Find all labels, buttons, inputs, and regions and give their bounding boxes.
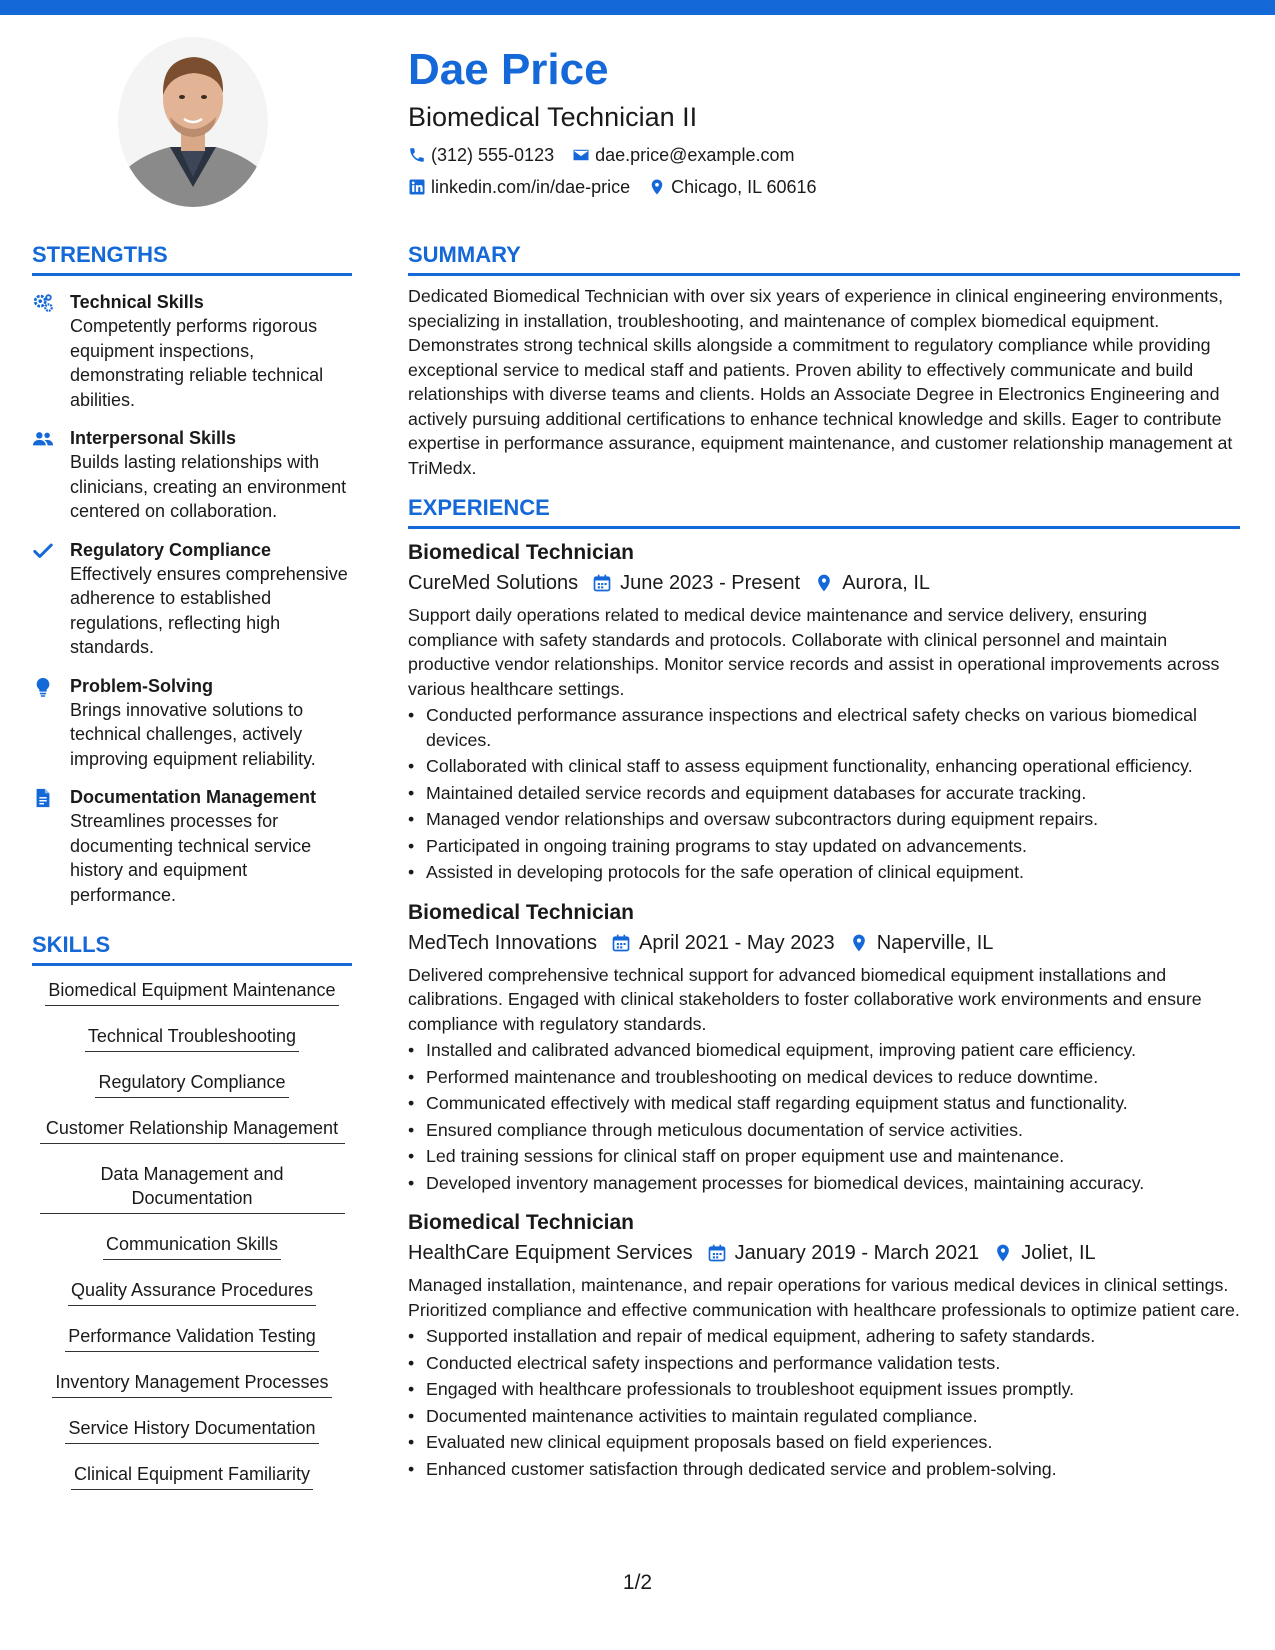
skill-tag: Performance Validation Testing — [65, 1324, 318, 1352]
skill-tag: Clinical Equipment Familiarity — [71, 1462, 313, 1490]
job-bullet: • Documented maintenance activities to maintain regulated compliance. — [408, 1404, 1240, 1429]
job-bullet: • Collaborated with clinical staff to assess equipment functionality, enhancing operational efficiency. — [408, 754, 1240, 779]
job-bullet: • Engaged with healthcare professionals to troubleshoot equipment issues promptly. — [408, 1377, 1240, 1402]
phone-text: (312) 555-0123 — [431, 145, 555, 165]
job-description: Delivered comprehensive technical support for advanced biomedical equipment installations and calibrations. Engaged with clinical stakeholders to foster collaborative work environments and ensure compliance with regulatory standards. — [408, 964, 1202, 1034]
job-dates-text: April 2021 - May 2023 — [639, 931, 835, 954]
job-dates — [707, 1239, 980, 1267]
candidate-title: Biomedical Technician II — [408, 102, 698, 132]
strength-title: Documentation Management — [70, 787, 317, 807]
job-entry — [408, 539, 1240, 885]
job-bullet: • Maintained detailed service records and equipment databases for accurate tracking. — [408, 781, 1240, 806]
map-pin-icon — [849, 933, 869, 953]
gears-icon — [32, 292, 54, 314]
strength-item — [32, 674, 352, 772]
right-column — [408, 241, 1240, 1483]
job-bullet: • Enhanced customer satisfaction through dedicated service and problem-solving. — [408, 1457, 1240, 1482]
strength-description: Brings innovative solutions to technical challenges, actively improving equipment reliability. — [70, 699, 316, 769]
strength-title: Interpersonal Skills — [70, 428, 237, 448]
map-pin-icon — [993, 1243, 1013, 1263]
strength-item — [32, 538, 352, 660]
job-bullet: • Conducted electrical safety inspections and performance validation tests. — [408, 1351, 1240, 1376]
job-bullet: • Supported installation and repair of medical equipment, adhering to safety standards. — [408, 1324, 1240, 1349]
job-title: Biomedical Technician — [408, 541, 635, 564]
contact-row-1 — [408, 143, 1238, 167]
strength-item — [32, 426, 352, 524]
calendar-icon — [592, 573, 612, 593]
phone-contact — [408, 143, 554, 167]
job-bullet: • Ensured compliance through meticulous documentation of service activities. — [408, 1118, 1240, 1143]
job-location — [993, 1239, 1095, 1267]
skill-tag: Technical Troubleshooting — [85, 1024, 299, 1052]
portrait-icon — [118, 37, 268, 207]
job-location-text: Aurora, IL — [842, 572, 931, 594]
job-bullet: • Participated in ongoing training programs to stay updated on advancements. — [408, 834, 1240, 859]
skill-tag: Data Management and Documentation — [40, 1162, 345, 1214]
skill-tag: Regulatory Compliance — [95, 1070, 288, 1098]
job-bullet: • Installed and calibrated advanced biomedical equipment, improving patient care efficiency. — [408, 1038, 1240, 1063]
job-location — [849, 929, 994, 957]
job-bullet: • Assisted in developing protocols for the safe operation of clinical equipment. — [408, 860, 1240, 885]
phone-icon — [408, 146, 426, 164]
job-dates-text: June 2023 - Present — [620, 572, 801, 594]
summary-text: Dedicated Biomedical Technician with over six years of experience in clinical engineering environments, specializing in installation, troubleshooting, and maintenance of complex biomedical equipment. Demonstrates strong technical skills alongside a commitment to regulatory compliance while providing exceptional service to medical staff and patients. Proven ability to effectively communicate and build relationships with diverse teams and clients. Holds an Associate Degree in Electronics Engineering and actively pursuing additional certifications to enhance technical knowledge and skills. Eager to contribute expertise in performance assurance, equipment maintenance, and customer relationship management at TriMedx. — [408, 286, 1233, 478]
skill-tag: Service History Documentation — [65, 1416, 318, 1444]
linkedin-contact[interactable] — [408, 175, 630, 199]
calendar-icon — [707, 1243, 727, 1263]
job-dates — [611, 929, 835, 957]
page-number: 1/2 — [622, 1571, 653, 1594]
envelope-icon — [572, 146, 590, 164]
skill-tag: Customer Relationship Management — [40, 1116, 345, 1144]
job-entry — [408, 899, 1240, 1196]
email-contact[interactable] — [572, 143, 794, 167]
linkedin-text[interactable]: linkedin.com/in/dae-price — [431, 177, 631, 197]
calendar-icon — [611, 933, 631, 953]
job-bullet: • Led training sessions for clinical staff on proper equipment use and maintenance. — [408, 1144, 1240, 1169]
email-text[interactable]: dae.price@example.com — [595, 145, 795, 165]
skill-tag: Quality Assurance Procedures — [68, 1278, 316, 1306]
job-meta — [408, 1239, 1240, 1267]
strength-item — [32, 785, 352, 907]
strength-title: Regulatory Compliance — [70, 539, 272, 560]
lightbulb-icon — [32, 676, 54, 698]
skill-tag: Communication Skills — [103, 1232, 281, 1260]
job-description: Support daily operations related to medical device maintenance and service delivery, ensuring compliance with safety standards and protocols. Collaborate with clinical personnel and maintain productive vendor relationships. Monitor service records and assist in operational improvements across various healthcare settings. — [408, 605, 1220, 699]
job-bullet: • Evaluated new clinical equipment proposals based on field experiences. — [408, 1430, 1240, 1455]
candidate-name: Dae Price — [408, 45, 609, 94]
job-bullets — [408, 1324, 1240, 1481]
map-pin-icon — [648, 178, 666, 196]
job-bullets — [408, 703, 1240, 885]
job-location-text: Naperville, IL — [876, 931, 994, 954]
skill-tag: Inventory Management Processes — [52, 1370, 331, 1398]
job-company: MedTech Innovations — [408, 931, 598, 954]
document-icon — [32, 787, 54, 809]
strength-description: Effectively ensures comprehensive adherence to established regulations, reflecting high standards. — [70, 563, 348, 657]
job-meta — [408, 569, 1240, 597]
strength-description: Streamlines processes for documenting technical service history and equipment performance. — [70, 811, 312, 905]
strength-item — [32, 290, 352, 412]
linkedin-icon — [408, 178, 426, 196]
profile-photo — [118, 37, 268, 207]
job-bullet: • Communicated effectively with medical staff regarding equipment status and functionality. — [408, 1091, 1240, 1116]
location-contact — [648, 175, 816, 199]
job-location — [814, 569, 930, 597]
job-dates — [592, 569, 800, 597]
skills-list — [32, 978, 352, 1508]
job-meta — [408, 929, 1240, 957]
job-bullet: • Performed maintenance and troubleshooting on medical devices to reduce downtime. — [408, 1065, 1240, 1090]
left-column — [32, 241, 352, 1508]
resume-header — [408, 42, 1238, 199]
location-text: Chicago, IL 60616 — [671, 177, 817, 197]
strength-title: Problem-Solving — [70, 675, 214, 696]
job-bullet: • Managed vendor relationships and oversaw subcontractors during equipment repairs. — [408, 807, 1240, 832]
job-bullet: • Conducted performance assurance inspections and electrical safety checks on various biomedical devices. — [408, 703, 1240, 752]
strengths-heading: STRENGTHS — [32, 241, 352, 276]
skill-tag: Biomedical Equipment Maintenance — [45, 978, 338, 1006]
experience-heading: EXPERIENCE — [408, 494, 1240, 529]
job-bullet: • Developed inventory management processes for biomedical devices, maintaining accuracy. — [408, 1171, 1240, 1196]
users-icon — [32, 428, 54, 450]
skills-heading: SKILLS — [32, 931, 352, 966]
job-dates-text: January 2019 - March 2021 — [734, 1242, 980, 1264]
job-bullets — [408, 1038, 1240, 1195]
job-title: Biomedical Technician — [408, 900, 635, 924]
job-description: Managed installation, maintenance, and repair operations for various medical devices in clinical settings. Prioritized compliance and effective communication with healthcare professionals to optimize patient care. — [408, 1275, 1240, 1320]
check-icon — [32, 540, 54, 562]
job-entry — [408, 1209, 1240, 1481]
job-company: CureMed Solutions — [408, 572, 579, 594]
map-pin-icon — [814, 573, 834, 593]
job-company: HealthCare Equipment Services — [408, 1242, 693, 1264]
job-title: Biomedical Technician — [408, 1211, 635, 1234]
contact-row-2 — [408, 175, 1238, 199]
strength-title: Technical Skills — [70, 292, 204, 312]
top-accent-bar — [0, 0, 1275, 15]
summary-heading: SUMMARY — [408, 241, 1240, 276]
job-location-text: Joliet, IL — [1021, 1242, 1096, 1264]
strength-description: Builds lasting relationships with clinicians, creating an environment centered on collaboration. — [70, 452, 347, 521]
strength-description: Competently performs rigorous equipment inspections, demonstrating reliable technical abilities. — [70, 316, 324, 410]
